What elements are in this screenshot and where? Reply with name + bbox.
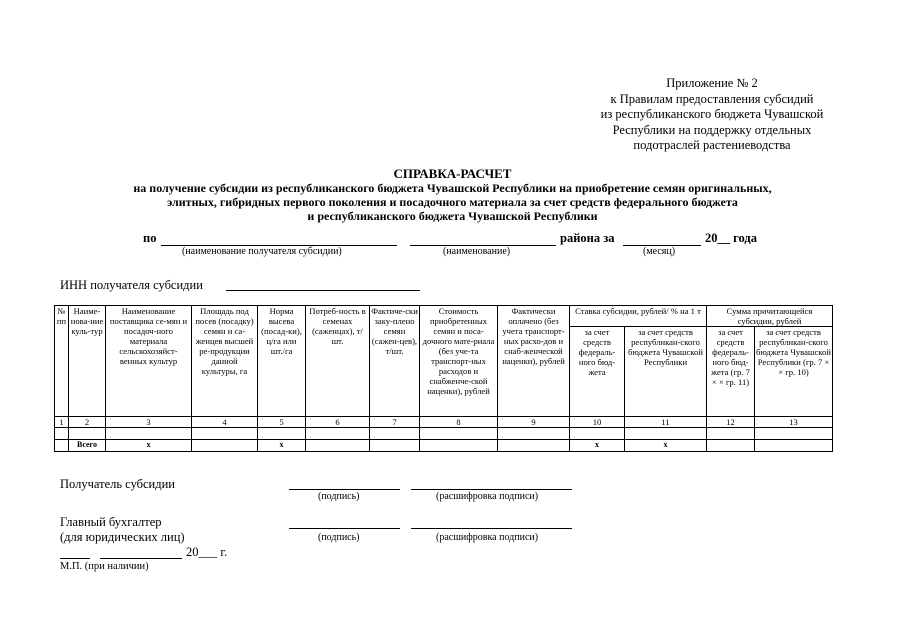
column-number: 3 <box>106 417 192 428</box>
column-number: 12 <box>707 417 755 428</box>
stamp-label: М.П. (при наличии) <box>60 561 149 572</box>
header-cell: Фактиче-ски заку-плено семян (сажен-цев), т/шт. <box>370 306 420 417</box>
decode-caption: (расшифровка подписи) <box>436 491 539 502</box>
recipient-sign-field[interactable] <box>289 489 400 490</box>
date-year-label: 20___ г. <box>186 545 228 559</box>
header-group-rate: Ставка субсидии, рублей/ % на 1 т <box>570 306 707 327</box>
inn-label: ИНН получателя субсидии <box>60 278 203 292</box>
total-cell[interactable] <box>420 440 498 452</box>
total-cell[interactable] <box>755 440 833 452</box>
subheader-cell: за счет средств республикан-ского бюджета Чувашской Республики <box>625 327 707 417</box>
table-row <box>55 428 833 440</box>
annex-line: из республиканского бюджета Чувашской <box>600 107 824 121</box>
total-label: Всего <box>69 440 106 452</box>
subheader-cell: за счет средств федераль-ного бюд-жета <box>570 327 625 417</box>
header-cell: Потреб-ность в семенах (саженцах), т/шт. <box>306 306 370 417</box>
document-title: СПРАВКА-РАСЧЕТ <box>393 166 512 181</box>
annex-line: Приложение № 2 <box>666 76 758 90</box>
table-cell[interactable] <box>55 428 69 440</box>
recipient-decode-field[interactable] <box>411 489 572 490</box>
subtitle-line: элитных, гибридных первого поколения и посадочного материала за счет средств федерального бюджета <box>167 195 738 209</box>
caption-month: (месяц) <box>643 246 676 257</box>
column-number: 10 <box>570 417 625 428</box>
recipient-label: Получатель субсидии <box>60 477 175 491</box>
column-number: 11 <box>625 417 707 428</box>
header-cell: Площадь под посев (посадку) семян и са-женцев высшей ре-продукции данной культуры, га <box>192 306 258 417</box>
header-cell: Наиме-нова-ние куль-тур <box>69 306 106 417</box>
sign-caption: (подпись) <box>318 491 360 502</box>
document-subtitle <box>40 181 865 223</box>
total-cell[interactable] <box>306 440 370 452</box>
caption-name: (наименование) <box>443 246 511 257</box>
header-cell: Наименование поставщика се-мян и посадоч-ного материала сельскохозяйст-венных культур <box>106 306 192 417</box>
district-label: района за <box>560 231 615 245</box>
accountant-decode-field[interactable] <box>411 528 572 529</box>
decode-caption: (расшифровка подписи) <box>436 532 539 543</box>
subheader-cell: за счет средств федераль-ного бюд-жета (гр. 7 × × гр. 11) <box>707 327 755 417</box>
accountant-sub-label: (для юридических лиц) <box>60 530 185 544</box>
annex-line: подотраслей растениеводства <box>633 138 791 152</box>
date-month-field[interactable] <box>100 558 182 559</box>
year-label: 20__ года <box>705 231 757 245</box>
subheader-cell: за счет средств республикан-ского бюджета Чувашской Республики (гр. 7 × × гр. 10) <box>755 327 833 417</box>
accountant-label: Главный бухгалтер <box>60 515 162 529</box>
subtitle-line: на получение субсидии из республиканского бюджета Чувашской Республики на приобретение семян оригинальных, <box>133 181 772 195</box>
column-number: 5 <box>258 417 306 428</box>
date-day-field[interactable] <box>60 558 90 559</box>
table-cell[interactable] <box>306 428 370 440</box>
annex-line: к Правилам предоставления субсидий <box>610 91 814 106</box>
header-cell: Фактически оплачено (без учета транспорт-ных расхо-дов и снаб-женческой наценки), рублей <box>498 306 570 417</box>
total-row <box>55 440 833 452</box>
table-cell[interactable] <box>192 428 258 440</box>
table-cell[interactable] <box>370 428 420 440</box>
total-cell[interactable] <box>707 440 755 452</box>
subtitle-line: и республиканского бюджета Чувашской Республики <box>307 209 598 223</box>
table-cell[interactable] <box>498 428 570 440</box>
caption-recipient: (наименование получателя субсидии) <box>182 246 342 257</box>
inn-field[interactable] <box>226 290 420 291</box>
total-cell[interactable] <box>370 440 420 452</box>
column-number: 6 <box>306 417 370 428</box>
column-number: 2 <box>69 417 106 428</box>
calculation-table <box>54 305 833 452</box>
column-number: 7 <box>370 417 420 428</box>
table-cell[interactable] <box>707 428 755 440</box>
total-cell: x <box>106 440 192 452</box>
header-cell: Норма высева (посад-ки), ц/га или шт./га <box>258 306 306 417</box>
table-cell[interactable] <box>69 428 106 440</box>
po-label: по <box>143 231 157 245</box>
total-cell <box>55 440 69 452</box>
header-cell: Стоимость приобретенных семян и поса-дочного мате-риала (без уче-та транспорт-ных расходов и снабженче-ской наценки), рублей <box>420 306 498 417</box>
column-number-row <box>55 417 833 428</box>
table-header-row <box>55 306 833 327</box>
column-number: 9 <box>498 417 570 428</box>
header-group-sum: Сумма причитающейся субсидии, рублей <box>707 306 833 327</box>
table-cell[interactable] <box>258 428 306 440</box>
column-number: 8 <box>420 417 498 428</box>
total-cell: x <box>258 440 306 452</box>
table-cell[interactable] <box>755 428 833 440</box>
total-cell[interactable] <box>192 440 258 452</box>
column-number: 1 <box>55 417 69 428</box>
total-cell: x <box>570 440 625 452</box>
accountant-sign-field[interactable] <box>289 528 400 529</box>
total-cell: x <box>625 440 707 452</box>
table-cell[interactable] <box>625 428 707 440</box>
annex-line: Республики на поддержку отдельных <box>612 122 812 137</box>
header-cell: № пп <box>55 306 69 417</box>
total-cell[interactable] <box>498 440 570 452</box>
sign-caption: (подпись) <box>318 532 360 543</box>
table-cell[interactable] <box>106 428 192 440</box>
column-number: 4 <box>192 417 258 428</box>
table-cell[interactable] <box>420 428 498 440</box>
annex-block <box>540 76 884 154</box>
column-number: 13 <box>755 417 833 428</box>
table-cell[interactable] <box>570 428 625 440</box>
